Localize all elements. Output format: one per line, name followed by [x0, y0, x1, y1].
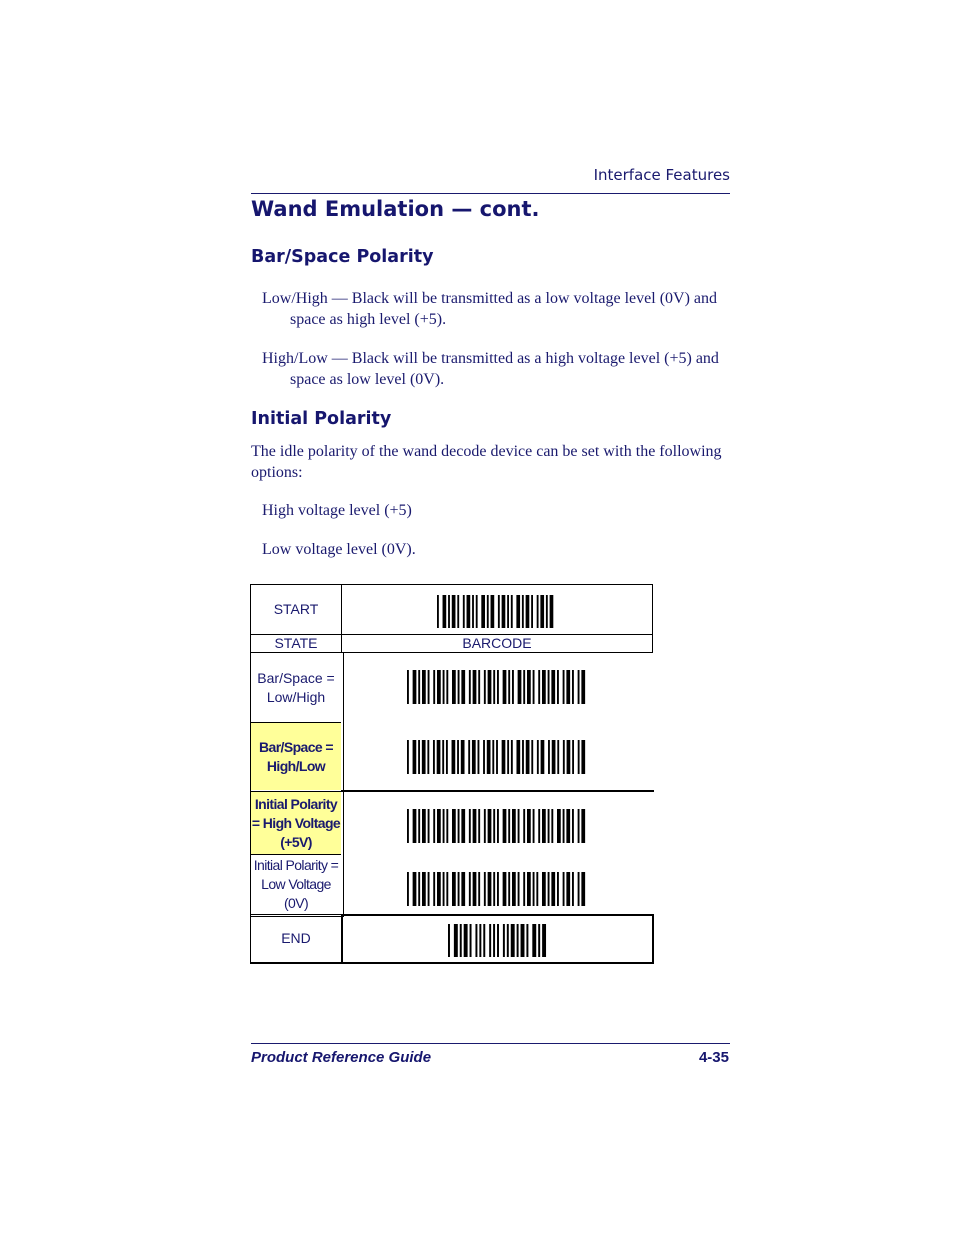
initial-polarity-intro: The idle polarity of the wand decode device can be set with the following options:	[251, 443, 722, 481]
page-number: 4-35	[698, 1049, 729, 1066]
end-barcode[interactable]	[448, 924, 548, 957]
end-barcode-cell	[341, 914, 654, 964]
state-column-header: STATE	[250, 634, 342, 653]
initial-polarity-heading: Initial Polarity	[251, 409, 392, 429]
row-label-initial-low: Initial Polarity = Low Voltage (0V)	[251, 854, 341, 914]
barcode-table	[250, 584, 654, 964]
barcode-column-header: BARCODE	[341, 634, 653, 653]
option-low-voltage: Low voltage level (0V).	[262, 541, 416, 558]
start-barcode-cell	[341, 584, 653, 635]
barcode-high-low[interactable]	[407, 740, 587, 774]
barcode-low-high[interactable]	[407, 670, 587, 704]
option-high-voltage: High voltage level (+5)	[262, 502, 412, 519]
high-low-description: High/Low — Black will be transmitted as a high voltage level (+5) and space as low level (0V).	[262, 350, 719, 388]
page-title: Wand Emulation — cont.	[251, 197, 540, 221]
running-header: Interface Features	[593, 166, 730, 184]
row-label-high-low: Bar/Space = High/Low	[251, 722, 341, 790]
barcode-initial-high[interactable]	[407, 809, 587, 843]
row-label-initial-high: Initial Polarity = High Voltage (+5V)	[251, 791, 341, 854]
group-divider	[341, 790, 654, 792]
barcode-initial-low[interactable]	[407, 872, 587, 906]
row-label-low-high: Bar/Space = Low/High	[257, 669, 335, 705]
start-barcode[interactable]	[437, 595, 557, 628]
end-label: END	[250, 914, 342, 964]
footer-rule	[251, 1043, 730, 1044]
header-rule	[251, 193, 730, 194]
low-high-description: Low/High — Black will be transmitted as a low voltage level (0V) and space as high level (+5).	[262, 290, 717, 328]
start-label: START	[250, 584, 342, 635]
bar-space-heading: Bar/Space Polarity	[251, 247, 434, 267]
footer-guide-title: Product Reference Guide	[251, 1049, 432, 1066]
